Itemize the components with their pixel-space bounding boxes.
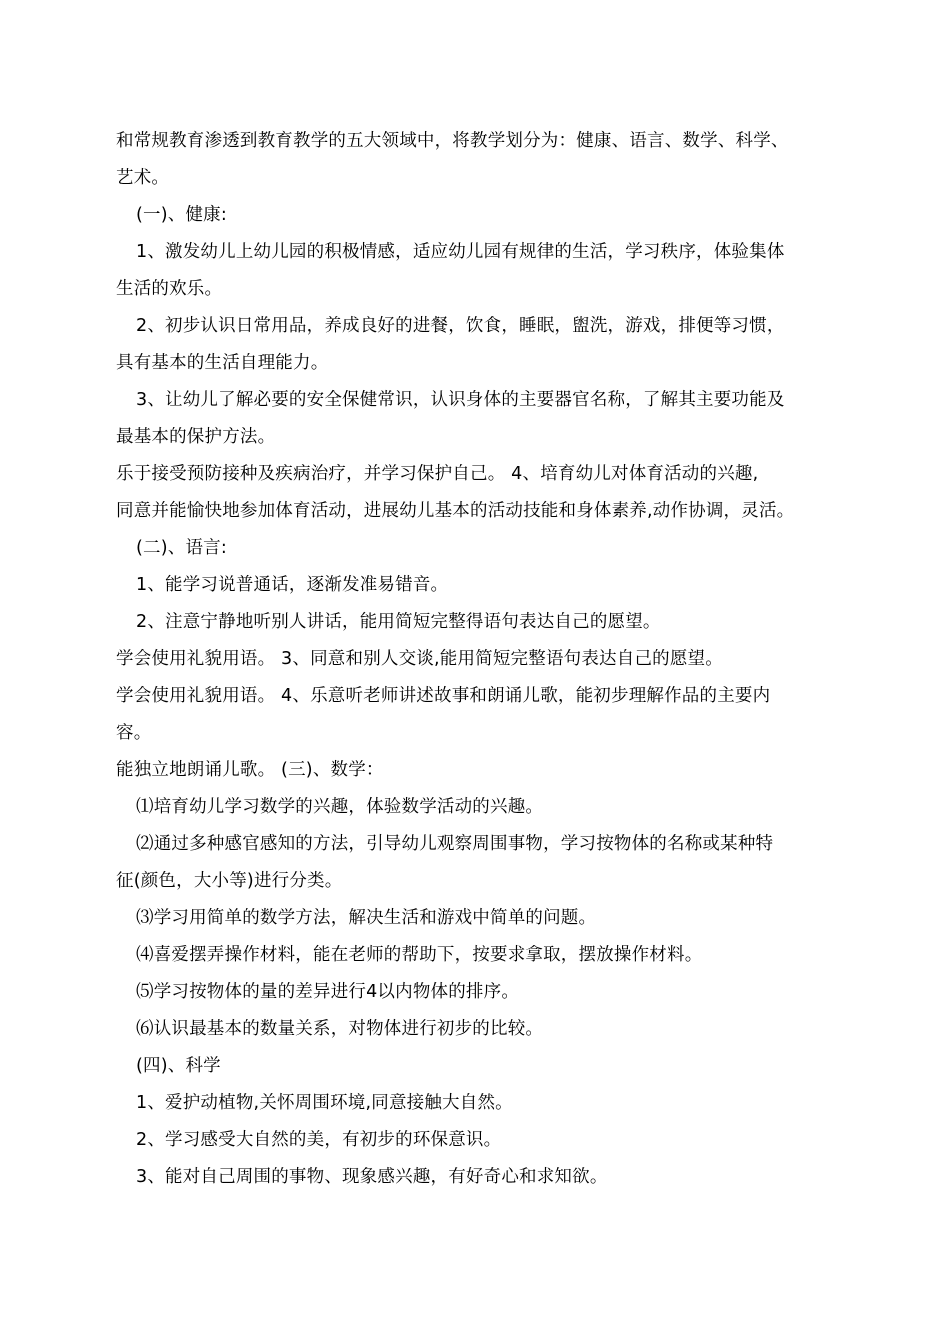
text-line: 容。 (116, 723, 152, 743)
section-heading-health: (一)、健康: (136, 205, 227, 225)
text-line: 3、让幼儿了解必要的安全保健常识，认识身体的主要器官名称，了解其主要功能及 (136, 390, 785, 410)
text-line: 学会使用礼貌用语。 3、同意和别人交谈,能用简短完整语句表达自己的愿望。 (116, 649, 723, 669)
text-line: ⑸学习按物体的量的差异进行4以内物体的排序。 (136, 982, 520, 1002)
text-line: 3、能对自己周围的事物、现象感兴趣，有好奇心和求知欲。 (136, 1167, 608, 1187)
text-line: ⑴培育幼儿学习数学的兴趣，体验数学活动的兴趣。 (136, 797, 544, 817)
text-line: ⑶学习用简单的数学方法，解决生活和游戏中简单的问题。 (136, 908, 597, 928)
text-line: 能独立地朗诵儿歌。 (三)、数学： (116, 760, 384, 780)
text-line: ⑷喜爱摆弄操作材料，能在老师的帮助下，按要求拿取，摆放操作材料。 (136, 945, 703, 965)
text-line: ⑵通过多种感官感知的方法，引导幼儿观察周围事物，学习按物体的名称或某种特 (136, 834, 774, 854)
text-line: 1、爱护动植物,关怀周围环境,同意接触大自然。 (136, 1093, 513, 1113)
document-body (116, 123, 846, 1196)
section-heading-language: (二)、语言: (136, 538, 227, 558)
text-line: 2、学习感受大自然的美，有初步的环保意识。 (136, 1130, 502, 1150)
section-heading-science: (四)、科学 (136, 1056, 221, 1076)
text-line: ⑹认识最基本的数量关系，对物体进行初步的比较。 (136, 1019, 544, 1039)
text-line: 具有基本的生活自理能力。 (116, 353, 329, 373)
text-line: 学会使用礼貌用语。 4、乐意听老师讲述故事和朗诵儿歌，能初步理解作品的主要内 (116, 686, 771, 706)
text-line: 2、初步认识日常用品，养成良好的进餐，饮食，睡眠，盥洗，游戏，排便等习惯， (136, 316, 785, 336)
text-line: 艺术。 (116, 168, 170, 188)
text-line: 最基本的保护方法。 (116, 427, 276, 447)
text-line: 和常规教育渗透到教育教学的五大领域中，将教学划分为：健康、语言、数学、科学、 (116, 131, 789, 151)
text-line: 2、注意宁静地听别人讲话，能用简短完整得语句表达自己的愿望。 (136, 612, 661, 632)
text-line: 1、激发幼儿上幼儿园的积极情感，适应幼儿园有规律的生活，学习秩序，体验集体 (136, 242, 785, 262)
text-line: 1、能学习说普通话，逐渐发准易错音。 (136, 575, 449, 595)
text-line: 乐于接受预防接种及疾病治疗，并学习保护自己。 4、培育幼儿对体育活动的兴趣, (116, 464, 759, 484)
text-line: 同意并能愉快地参加体育活动，进展幼儿基本的活动技能和身体素养,动作协调，灵活。 (116, 501, 795, 521)
text-line: 征(颜色，大小等)进行分类。 (116, 871, 343, 891)
text-line: 生活的欢乐。 (116, 279, 223, 299)
